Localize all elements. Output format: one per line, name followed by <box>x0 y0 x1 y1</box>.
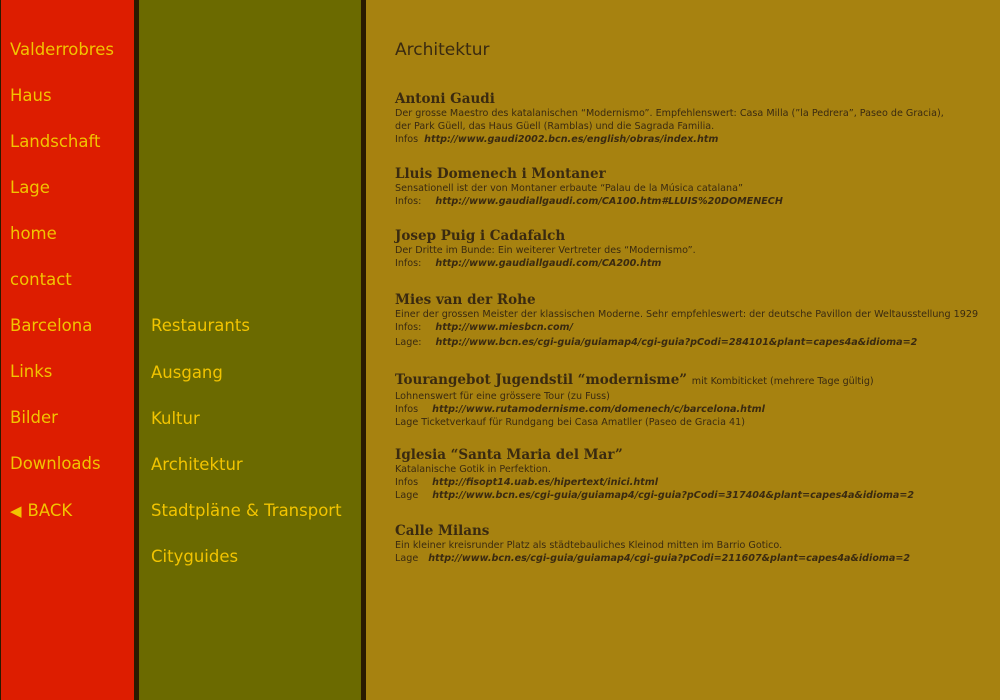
nav-item-valderrobres[interactable]: Valderrobres <box>10 40 114 59</box>
entry-link-row <box>395 476 995 489</box>
infos-link[interactable]: http://www.miesbcn.com/ <box>435 322 574 334</box>
entry-description: Lage Ticketverkauf für Rundgang bei Casa Amatller (Paseo de Gracia 41) <box>395 417 745 429</box>
entry-link-row <box>395 257 995 270</box>
link-label: Infos <box>395 477 419 489</box>
subnav-item-ausgang[interactable]: Ausgang <box>151 363 223 382</box>
entry-description: Einer der grossen Meister der klassischen Moderne. Sehr empfehleswert: der deutsche Pavillon der Weltausstellung 1929 <box>395 309 979 320</box>
subnav-item-kultur[interactable]: Kultur <box>151 409 200 428</box>
entry-link-row <box>395 552 995 565</box>
lage-link[interactable]: http://www.bcn.es/cgi-guia/guiamap4/cgi-guia?pCodi=211607&plant=capes4a&idioma=2 <box>428 553 911 565</box>
entry-title: Calle Milans <box>395 523 490 539</box>
entry-link-row <box>395 336 995 349</box>
entry-description: Der grosse Maestro des katalanischen “Modernismo”. Empfehlenswert: Casa Milla (”la Pedrera”, Paseo de Gracia), <box>395 108 944 119</box>
nav-item-barcelona[interactable]: Barcelona <box>10 316 93 335</box>
entry-link-row <box>395 133 995 146</box>
link-label: Infos: <box>395 196 422 208</box>
nav-item-haus[interactable]: Haus <box>10 86 52 105</box>
entry-puig <box>395 228 995 270</box>
entry-title: Mies van der Rohe <box>395 292 536 308</box>
entry-title <box>395 372 995 390</box>
infos-link[interactable]: http://www.rutamodernisme.com/domenech/c/barcelona.html <box>432 404 765 416</box>
nav-item-landschaft[interactable]: Landschaft <box>10 132 101 151</box>
subnav-item-restaurants[interactable]: Restaurants <box>151 316 250 335</box>
entry-gaudi <box>395 91 995 147</box>
link-label: Lage <box>395 553 419 565</box>
entry-description: Ein kleiner kreisrunder Platz als städtebauliches Kleinod mitten im Barrio Gotico. <box>395 540 783 551</box>
link-label: Infos <box>395 404 419 416</box>
back-label: BACK <box>27 501 73 520</box>
nav-item-downloads[interactable]: Downloads <box>10 454 101 473</box>
infos-link[interactable]: http://www.gaudiallgaudi.com/CA100.htm#LLUIS%20DOMENECH <box>435 196 783 208</box>
lage-link[interactable]: http://www.bcn.es/cgi-guia/guiamap4/cgi-guia?pCodi=284101&plant=capes4a&idioma=2 <box>435 337 918 349</box>
link-label: Infos: <box>395 258 422 270</box>
entry-title: Iglesia “Santa Maria del Mar” <box>395 447 623 463</box>
entry-description: der Park Güell, das Haus Güell (Ramblas) und die Sagrada Familia. <box>395 121 715 133</box>
infos-link[interactable]: http://www.gaudiallgaudi.com/CA200.htm <box>435 258 662 270</box>
link-label: Lage: <box>395 337 422 349</box>
page-title: Architektur <box>395 40 490 60</box>
entry-title: Josep Puig i Cadafalch <box>395 228 566 244</box>
back-arrow-icon: ◀ <box>10 502 22 520</box>
entry-description: Lohnenswert für eine grössere Tour (zu Fuss) <box>395 391 610 402</box>
content-area <box>366 0 1000 700</box>
entry-link-row <box>395 321 995 334</box>
entry-mies <box>395 292 995 350</box>
entry-title-note: mit Kombiticket (mehrere Tage gültig) <box>691 376 874 387</box>
main-nav <box>1 0 134 700</box>
link-label: Infos <box>395 134 419 146</box>
entry-description: Der Dritte im Bunde: Ein weiterer Vertreter des “Modernismo”. <box>395 245 696 256</box>
subnav-item-architektur[interactable]: Architektur <box>151 455 243 474</box>
link-label: Lage <box>395 490 419 502</box>
subnav-item-stadtplaene[interactable]: Stadtpläne & Transport <box>151 501 342 520</box>
entry-description: Sensationell ist der von Montaner erbaute “Palau de la Música catalana” <box>395 183 743 194</box>
entry-calle-milans <box>395 523 995 565</box>
link-label: Infos: <box>395 322 422 334</box>
nav-item-bilder[interactable]: Bilder <box>10 408 58 427</box>
entry-link-row <box>395 195 995 208</box>
entry-santa-maria <box>395 447 995 503</box>
back-button[interactable] <box>10 501 72 521</box>
sub-nav <box>139 0 361 700</box>
nav-item-links[interactable]: Links <box>10 362 53 381</box>
nav-item-home[interactable]: home <box>10 224 57 243</box>
nav-item-lage[interactable]: Lage <box>10 178 50 197</box>
nav-item-contact[interactable]: contact <box>10 270 72 289</box>
infos-link[interactable]: http://www.gaudi2002.bcn.es/english/obras/index.htm <box>424 134 719 146</box>
entry-domenech <box>395 166 995 208</box>
entry-link-row <box>395 489 995 502</box>
entry-title-text: Tourangebot Jugendstil “modernisme” <box>395 372 688 388</box>
entry-description: Katalanische Gotik in Perfektion. <box>395 464 551 475</box>
entry-title: Antoni Gaudi <box>395 91 495 107</box>
entry-title: Lluis Domenech i Montaner <box>395 166 606 182</box>
entry-link-row <box>395 403 995 416</box>
infos-link[interactable]: http://fisopt14.uab.es/hipertext/inici.html <box>432 477 659 489</box>
lage-link[interactable]: http://www.bcn.es/cgi-guia/guiamap4/cgi-guia?pCodi=317404&plant=capes4a&idioma=2 <box>432 490 915 502</box>
subnav-item-cityguides[interactable]: Cityguides <box>151 547 239 566</box>
entry-tourangebot <box>395 372 995 430</box>
